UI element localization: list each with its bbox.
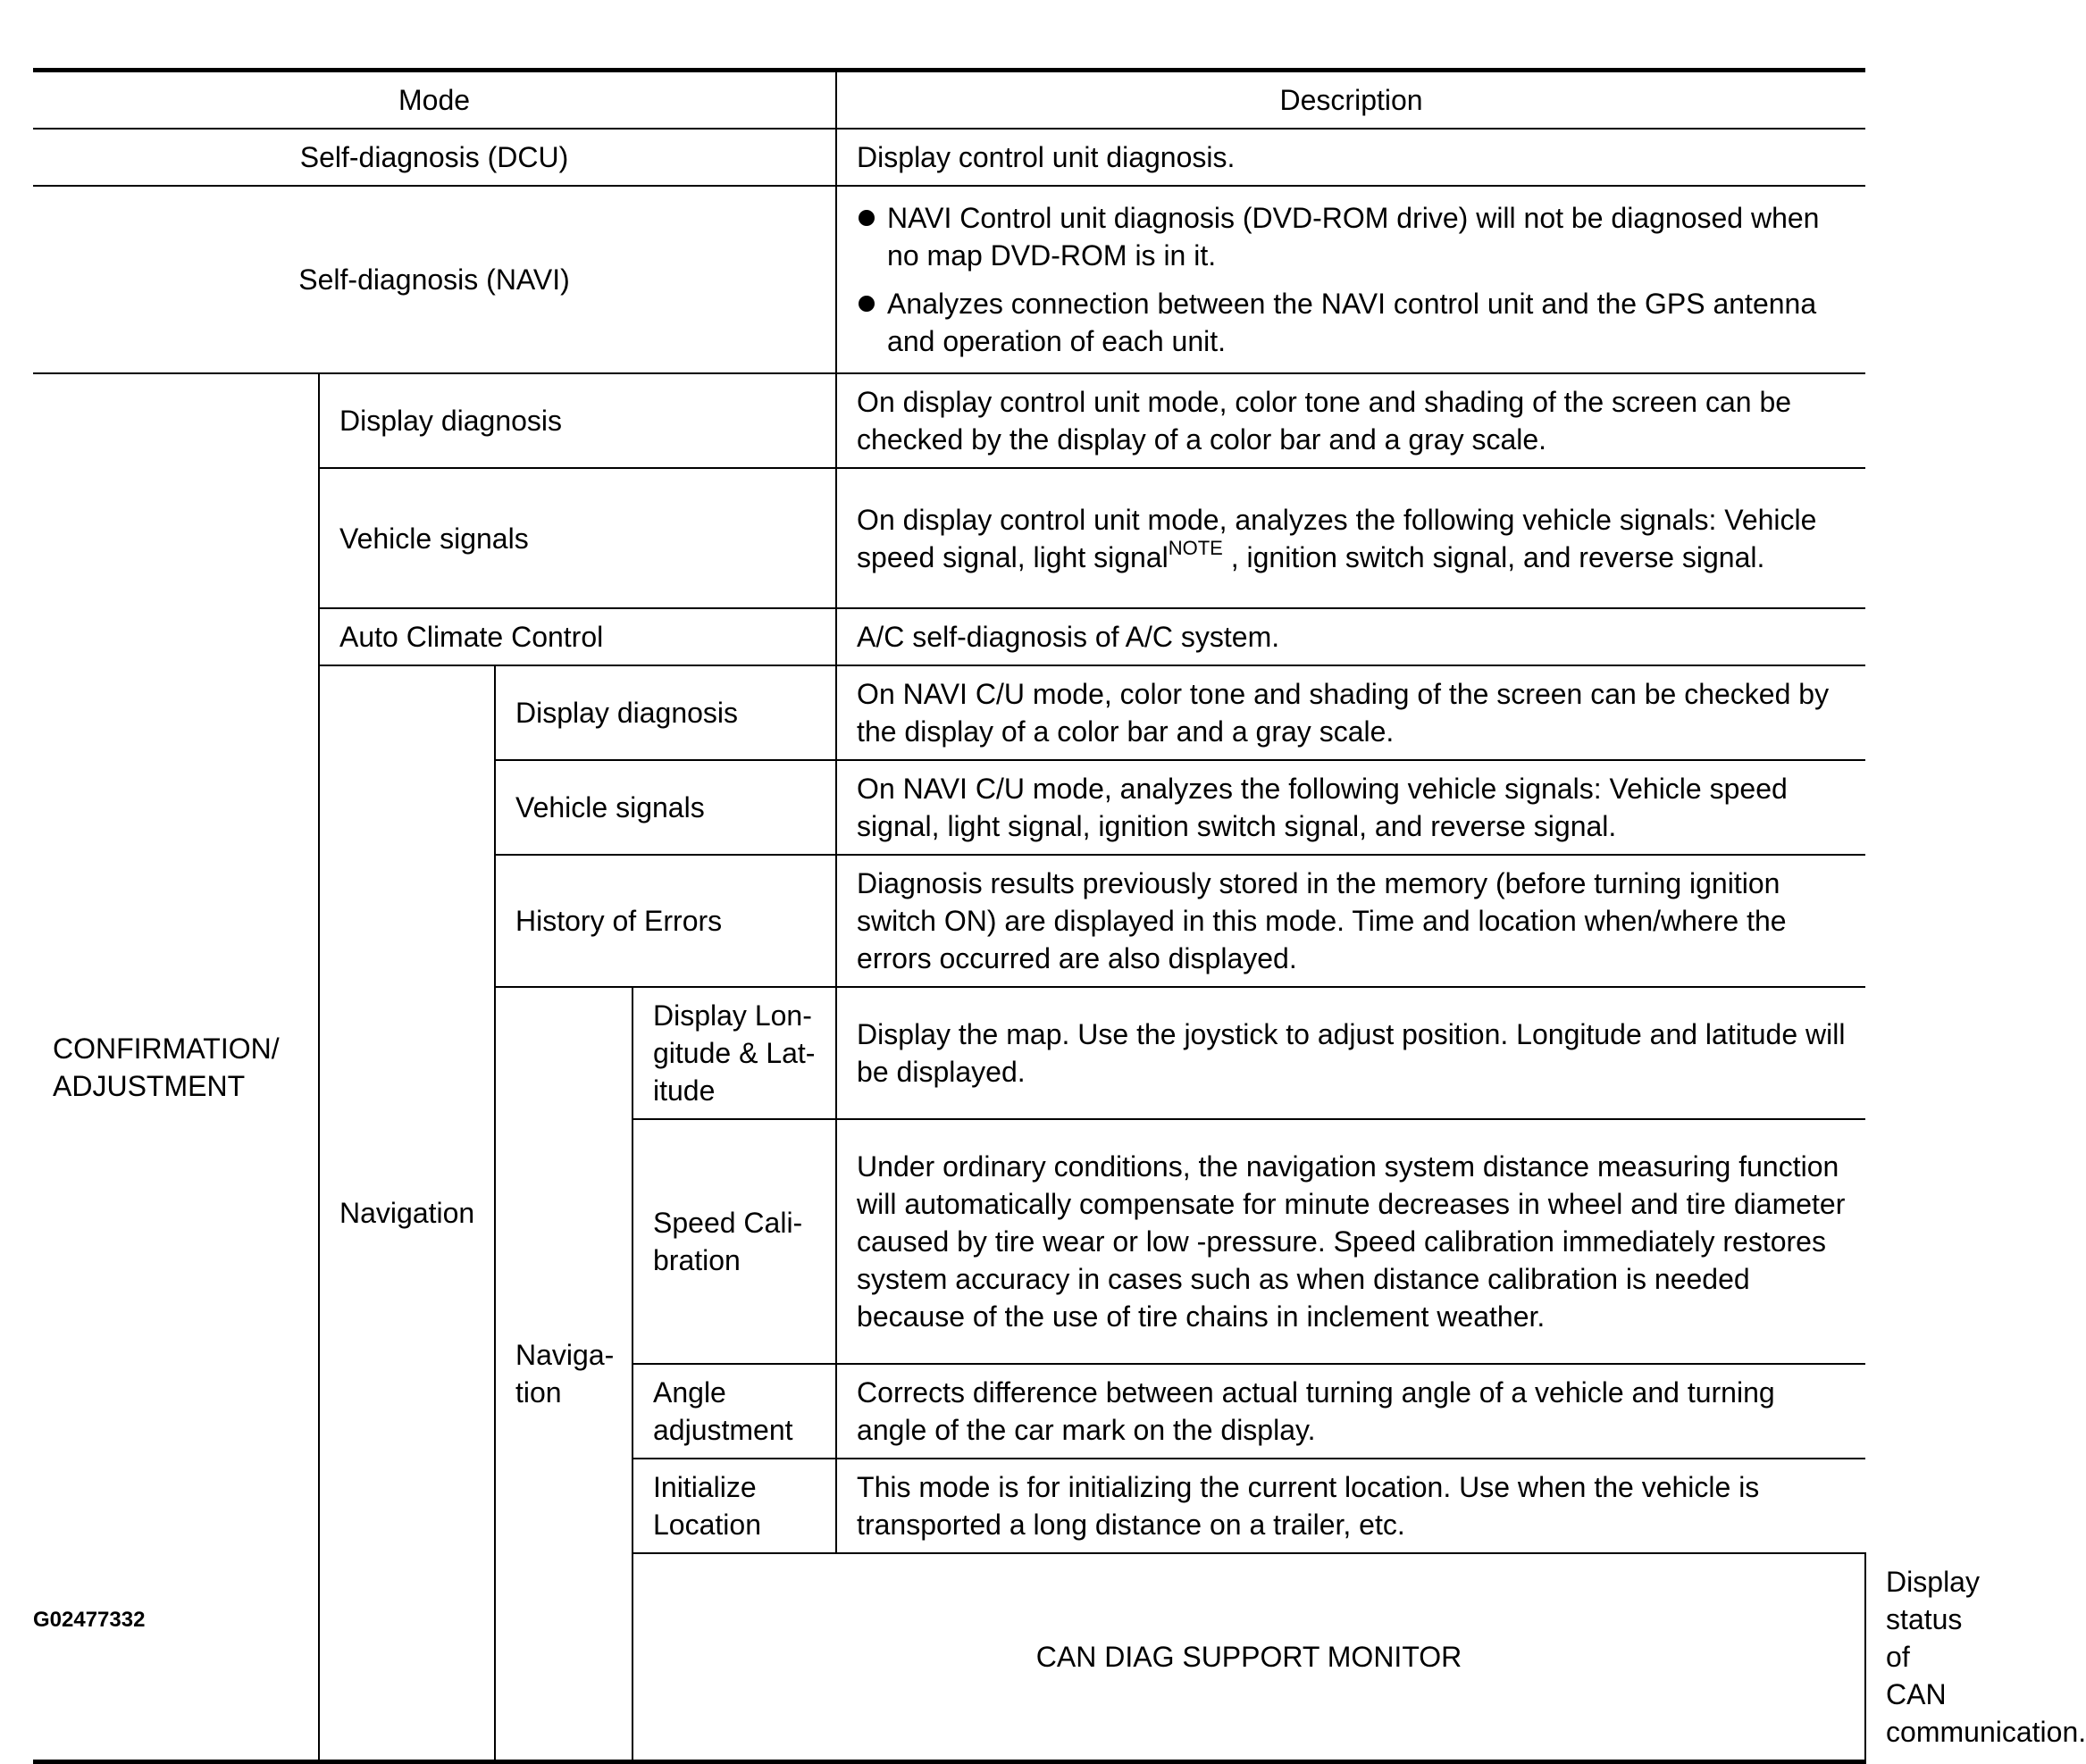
confirmation-adjustment-cell: CONFIRMATION/ ADJUSTMENT <box>33 373 319 1762</box>
description-cell-navi-vehicle-signals: On NAVI C/U mode, analyzes the following vehicle signals: Vehicle speed signal, light signal, ignition switch signal, and reverse signal. <box>836 760 1865 855</box>
document-page <box>33 68 2086 1764</box>
mode-cell-vehicle-signals: Vehicle signals <box>319 468 836 608</box>
mode-cell-initialize-location: Initialize Location <box>633 1459 836 1553</box>
mode-cell-display-longitude-latitude: Display Lon- gitude & Lat- itude <box>633 987 836 1119</box>
description-cell-history-of-errors: Diagnosis results previously stored in the memory (before turning ignition switch ON) are displayed in this mode. Time and location when/where the errors occurred are also displayed. <box>836 855 1865 987</box>
description-cell-speed-calibration: Under ordinary conditions, the navigation system distance measuring function will automatically compensate for minute decreases in wheel and tire diameter caused by tire wear or low -pressure. Speed calibration immediately restores system accuracy in cases such as when distance calibration is needed because of the use of tire chains in inclement weather. <box>836 1119 1865 1364</box>
table-row <box>33 186 1865 373</box>
mode-cell-navi-vehicle-signals: Vehicle signals <box>495 760 836 855</box>
navigation-subgroup-cell: Naviga- tion <box>495 987 633 1762</box>
bullet-text: Analyzes connection between the NAVI control unit and the GPS antenna and operation of each unit. <box>887 288 1817 357</box>
bullet-item <box>857 285 1846 360</box>
header-mode: Mode <box>33 71 836 130</box>
bullet-list <box>857 199 1846 360</box>
table-row <box>33 129 1865 186</box>
bullet-dot-icon <box>859 210 875 226</box>
description-cell-vehicle-signals <box>836 468 1865 608</box>
bullet-text: NAVI Control unit diagnosis (DVD-ROM drive) will not be diagnosed when no map DVD-ROM is in it. <box>887 202 1820 272</box>
description-cell-navi-display-diagnosis: On NAVI C/U mode, color tone and shading of the screen can be checked by the display of a color bar and a gray scale. <box>836 665 1865 760</box>
vehicle-signals-text-part1: On display control unit mode, analyzes the following vehicle signals: Vehicle speed signal, light signal <box>857 503 1817 573</box>
bullet-item <box>857 199 1846 274</box>
mode-cell-self-diagnosis-navi: Self-diagnosis (NAVI) <box>33 186 836 373</box>
bullet-dot-icon <box>859 296 875 312</box>
description-cell-self-diagnosis-dcu: Display control unit diagnosis. <box>836 129 1865 186</box>
description-cell-angle-adjustment: Corrects difference between actual turning angle of a vehicle and turning angle of the car mark on the display. <box>836 1364 1865 1459</box>
mode-cell-history-of-errors: History of Errors <box>495 855 836 987</box>
mode-cell-self-diagnosis-dcu: Self-diagnosis (DCU) <box>33 129 836 186</box>
table-row <box>33 373 1865 468</box>
figure-id-label: G02477332 <box>33 1608 146 1632</box>
description-cell-self-diagnosis-navi <box>836 186 1865 373</box>
note-superscript: NOTE <box>1168 536 1223 559</box>
description-cell-display-longitude-latitude: Display the map. Use the joystick to adjust position. Longitude and latitude will be displayed. <box>836 987 1865 1119</box>
mode-cell-navi-display-diagnosis: Display diagnosis <box>495 665 836 760</box>
vehicle-signals-text-part2: , ignition switch signal, and reverse signal. <box>1222 540 1765 573</box>
table-header-row <box>33 71 1865 130</box>
mode-cell-display-diagnosis: Display diagnosis <box>319 373 836 468</box>
header-description: Description <box>836 71 1865 130</box>
description-cell-display-diagnosis: On display control unit mode, color tone and shading of the screen can be checked by the display of a color bar and a gray scale. <box>836 373 1865 468</box>
mode-cell-speed-calibration: Speed Cali- bration <box>633 1119 836 1364</box>
mode-cell-can-diag-support-monitor: CAN DIAG SUPPORT MONITOR <box>633 1553 1865 1762</box>
description-cell-initialize-location: This mode is for initializing the current location. Use when the vehicle is transported a long distance on a trailer, etc. <box>836 1459 1865 1553</box>
mode-cell-angle-adjustment: Angle adjustment <box>633 1364 836 1459</box>
mode-description-table <box>33 68 2086 1764</box>
navigation-group-cell: Navigation <box>319 665 495 1762</box>
description-cell-auto-climate-control: A/C self-diagnosis of A/C system. <box>836 608 1865 665</box>
table-row: CAN DIAG SUPPORT MONITOR Display status of CAN communication. <box>33 1553 1865 1762</box>
mode-cell-auto-climate-control: Auto Climate Control <box>319 608 836 665</box>
